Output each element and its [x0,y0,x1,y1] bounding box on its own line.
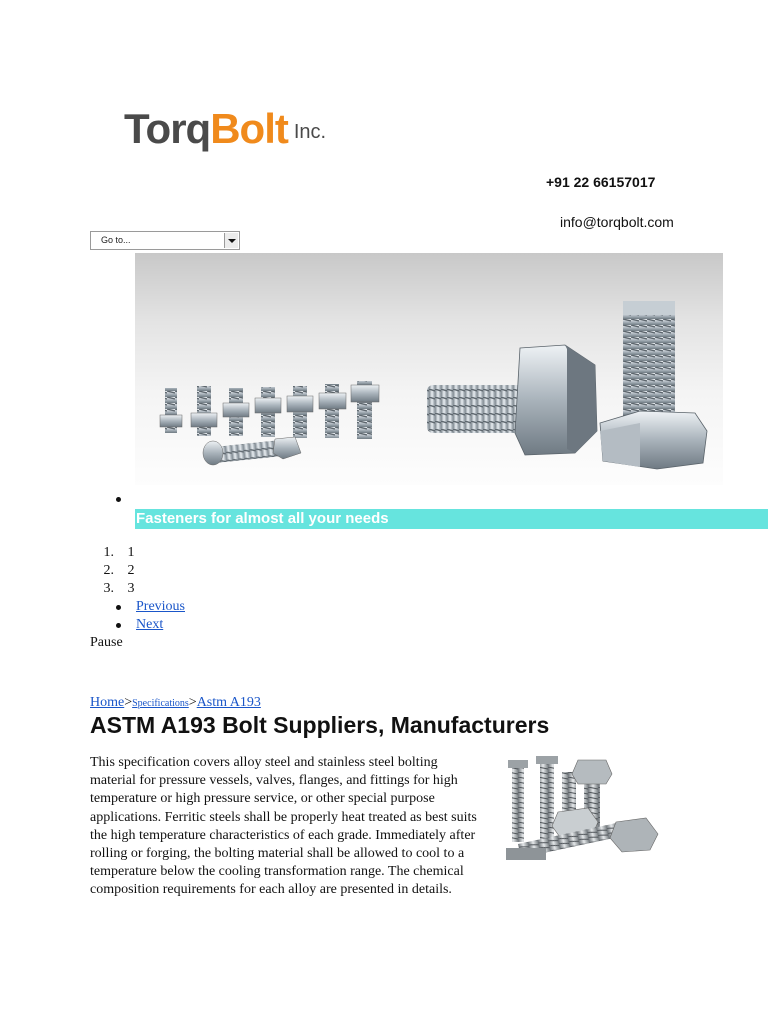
bolts-illustration [135,253,723,485]
small-bolts-group [160,381,379,465]
large-bolt-horizontal [427,345,597,455]
page-description: This specification covers alloy steel and stainless steel bolting material for pressure vessels, valves, flanges, and fittings for high temperature or high pressure service, or other special purpose applications. Ferritic steels shall be properly heat treated as best suits the high temperature characteristics of each grade. Immediately after rolling or forging, the bolting material shall be allowed to cool to a temperature below the cooling transformation range. The chemical composition requirements for each alloy are presented in details. [90,755,477,898]
goto-select[interactable] [90,231,240,250]
breadcrumb [90,695,261,711]
large-bolt-vertical [600,301,707,469]
page-title: ASTM A193 Bolt Suppliers, Manufacturers [90,712,550,738]
goto-select-value: Go to... [101,235,131,245]
dropdown-arrow-icon[interactable] [224,233,238,248]
phone-number: +91 22 66157017 [546,174,656,190]
email-address[interactable]: info@torqbolt.com [560,214,674,230]
next-slide-link[interactable]: Next [136,617,164,632]
list-number: 2. [103,563,114,578]
list-number: 3. [103,581,114,596]
product-bolts-illustration [498,752,668,882]
breadcrumb-specifications[interactable]: Specifications [132,698,189,709]
hero-banner-image [135,253,723,485]
list-number: 1. [103,545,114,560]
logo-text-bolt [210,104,288,154]
breadcrumb-separator: > [188,695,197,710]
slide-page-label: 1 [127,545,135,560]
logo-text-torq: Torq [124,105,211,152]
slide-bullet [116,497,121,502]
slide-page-2[interactable] [84,563,135,579]
slide-page-label: 3 [127,581,135,596]
pause-slider[interactable]: Pause [90,635,123,650]
slide-page-label: 2 [127,563,135,578]
torqbolt-logo[interactable] [124,104,326,154]
slide-caption: Fasteners for almost all your needs [136,510,389,527]
astm-a193-bolts-image [498,752,668,882]
logo-text-inc: Inc. [293,121,327,143]
logo-bolt-word: Bolt [210,105,288,152]
slide-page-1[interactable] [84,545,135,561]
breadcrumb-home[interactable]: Home [90,695,125,710]
breadcrumb-separator: > [124,695,133,710]
previous-slide-link[interactable]: Previous [136,599,185,614]
slide-page-3[interactable] [84,581,135,597]
breadcrumb-current[interactable]: Astm A193 [196,695,261,710]
list-bullet [116,605,121,610]
list-bullet [116,623,121,628]
